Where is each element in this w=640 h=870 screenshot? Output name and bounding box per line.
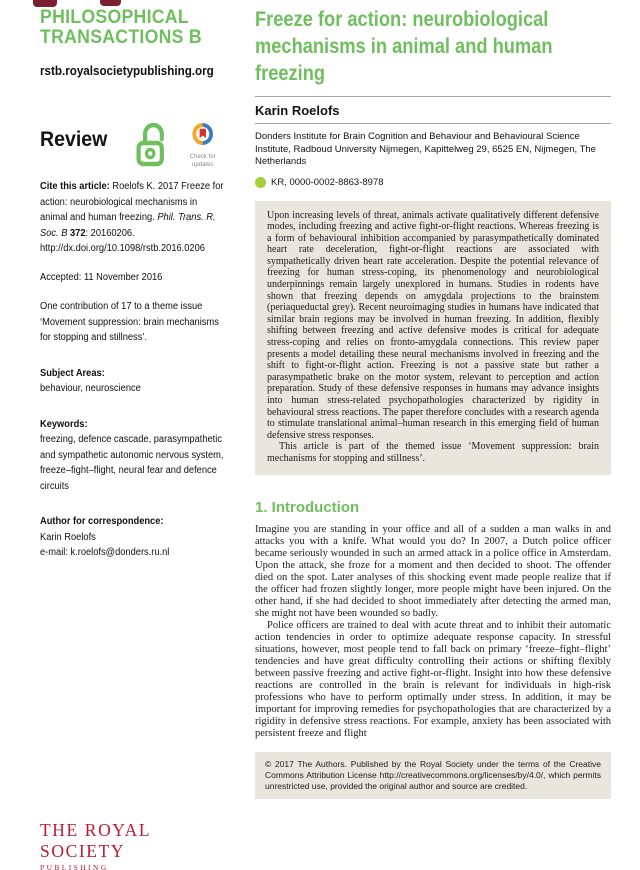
divider <box>255 123 611 124</box>
sidebar <box>40 0 240 870</box>
citation <box>40 179 226 257</box>
correspondence-email-link[interactable]: e-mail: k.roelofs@donders.ru.nl <box>40 547 170 558</box>
open-access-icon <box>135 122 168 173</box>
citation-label: Cite this article: <box>40 181 113 192</box>
crossmark-icon <box>192 133 214 150</box>
citation-article-id: : 20160206. <box>85 227 135 239</box>
author-name: Karin Roelofs <box>255 103 340 118</box>
section-heading-introduction: 1. Introduction <box>255 498 360 516</box>
royal-society-logo-division: PUBLISHING <box>40 863 109 870</box>
abstract <box>255 201 611 475</box>
theme-issue-note: One contribution of 17 to a theme issue ‘Movement suppression: brain mechanisms for stopping and stillness’. <box>40 301 219 343</box>
royal-society-logo <box>40 820 240 870</box>
correspondence-name: Karin Roelofs <box>40 531 96 543</box>
citation-volume: 372 <box>69 227 86 239</box>
article-type-label: Review <box>40 128 108 151</box>
journal-name-line2: TRANSACTIONS B <box>40 27 202 48</box>
keywords-label: Keywords: <box>40 418 88 430</box>
orcid-id-link[interactable]: KR, 0000-0002-8863-8978 <box>271 176 384 188</box>
divider <box>255 96 611 97</box>
citation-journal-abbrev: Phil. Trans. R. Soc. B <box>40 212 216 239</box>
article-main <box>255 6 611 799</box>
orcid-icon <box>255 177 266 188</box>
subject-areas-label: Subject Areas: <box>40 367 105 379</box>
intro-paragraph-2: Police officers are trained to deal with acute threat and to inhibit their automatic action tendencies in order to optimize adequate response capacity. In stressful situations, however, most people tend to fall back on primary ‘freeze–fight–flight’ tendencies and have great difficulty controlling their actions or shifting flexibly between passive freezing and active fight-or-flight. Insight into how these defensive reactions are controlled in the brain is relevant for individuals in high-risk professions who have to perform optimally under stress. In addition, it may be important for improving remedies for psychopathologies that are characterized by a rigidity in defensive stress reactions. For example, anxiety has been associated with persistent freeze and flight <box>255 619 611 739</box>
journal-name-line1: PHILOSOPHICAL <box>40 7 189 28</box>
intro-paragraph-1: Imagine you are standing in your office and all of a sudden a man walks in and attacks you with a knife. What would you do? In 2007, a Dutch police officer became seriously wounded in such an armed attack in a police office in Amsterdam. Upon the attack, she froze for a moment and then decided to shoot. The offender died on the spot. Later analyses of this shocking event made people realize that if the officer had frozen slightly longer, more people might have been injured. On the other hand, if she had decided to shoot immediately after detecting the armed man, she might not have been wounded so badly. <box>255 523 611 619</box>
author-affiliation: Donders Institute for Brain Cognition and Behaviour and Behavioural Science Institute, Radboud University Nijmegen, Kapittelweg 29, 6525 EN, Nijmegen, The Netherlands <box>255 131 596 167</box>
accepted-date: Accepted: 11 November 2016 <box>40 271 163 283</box>
check-for-updates-label: Check for updates <box>189 153 216 168</box>
license-notice: © 2017 The Authors. Published by the Royal Society under the terms of the Creative Commons Attribution License http://creativecommons.org/licenses/by/4.0/, which permits unrestricted use, provided the original author and source are credited. <box>255 752 611 799</box>
check-for-updates-badge[interactable] <box>180 122 227 168</box>
correspondence-label: Author for correspondence: <box>40 516 164 527</box>
royal-society-logo-name: THE ROYAL SOCIETY <box>40 820 151 861</box>
article-title: Freeze for action: neurobiological mechanisms in animal and human freezing <box>255 8 553 85</box>
citation-doi-link[interactable]: http://dx.doi.org/10.1098/rstb.2016.0206 <box>40 243 205 254</box>
abstract-paragraph-1: Upon increasing levels of threat, animals activate qualitatively different defensive modes, including freezing and active fight-or-flight reactions. Whereas freezing is a form of behavioural inhibition accompanied by parasympathetically dominated heart rate deceleration, fight-or-flight reactions are associated with sympathetically driven heart rate acceleration. Despite the potential relevance of freezing for human stress-coping, its phenomenology and neurobiological underpinnings remain largely unexplored in humans. Studies in rodents have shown that freezing depends on amygdala projections to the brainstem (periaqueductal grey). Recent neuroimaging studies in humans have indicated that similar brain regions may be involved in human freezing. In addition, flexibly shifting between freezing and active defensive modes is critical for adequate stress-coping and relies on fronto-amygdala connections. This review paper presents a model detailing these neural mechanisms involved in freezing and the shift to fight-or-flight action. Freezing is not a passive state but rather a parasympathetic brake on the motor system, relevant to perception and action preparation. Study of these defensive responses in humans may advance insights into human stress-related psychopathologies characterized by rigidity in behavioural stress reactions. The paper therefore concludes with a research agenda to stimulate translational animal–human research in this emerging field of human defensive stress responses. <box>267 209 599 441</box>
keywords-value: freezing, defence cascade, parasympathetic and sympathetic autonomic nervous system, freeze–fight–flight, neural fear and defence circuits <box>40 434 224 492</box>
journal-name <box>40 8 226 48</box>
journal-url-link[interactable]: rstb.royalsocietypublishing.org <box>40 64 214 78</box>
article-type-row <box>40 122 226 173</box>
subject-areas-value: behaviour, neuroscience <box>40 383 141 394</box>
abstract-paragraph-2: This article is part of the themed issue ‘Movement suppression: brain mechanisms for stopping and stillness’. <box>267 441 599 464</box>
orcid-row <box>255 177 611 188</box>
citation-text: Roelofs K. 2017 Freeze for action: neurobiological mechanisms in animal and human freezing. <box>40 181 224 223</box>
